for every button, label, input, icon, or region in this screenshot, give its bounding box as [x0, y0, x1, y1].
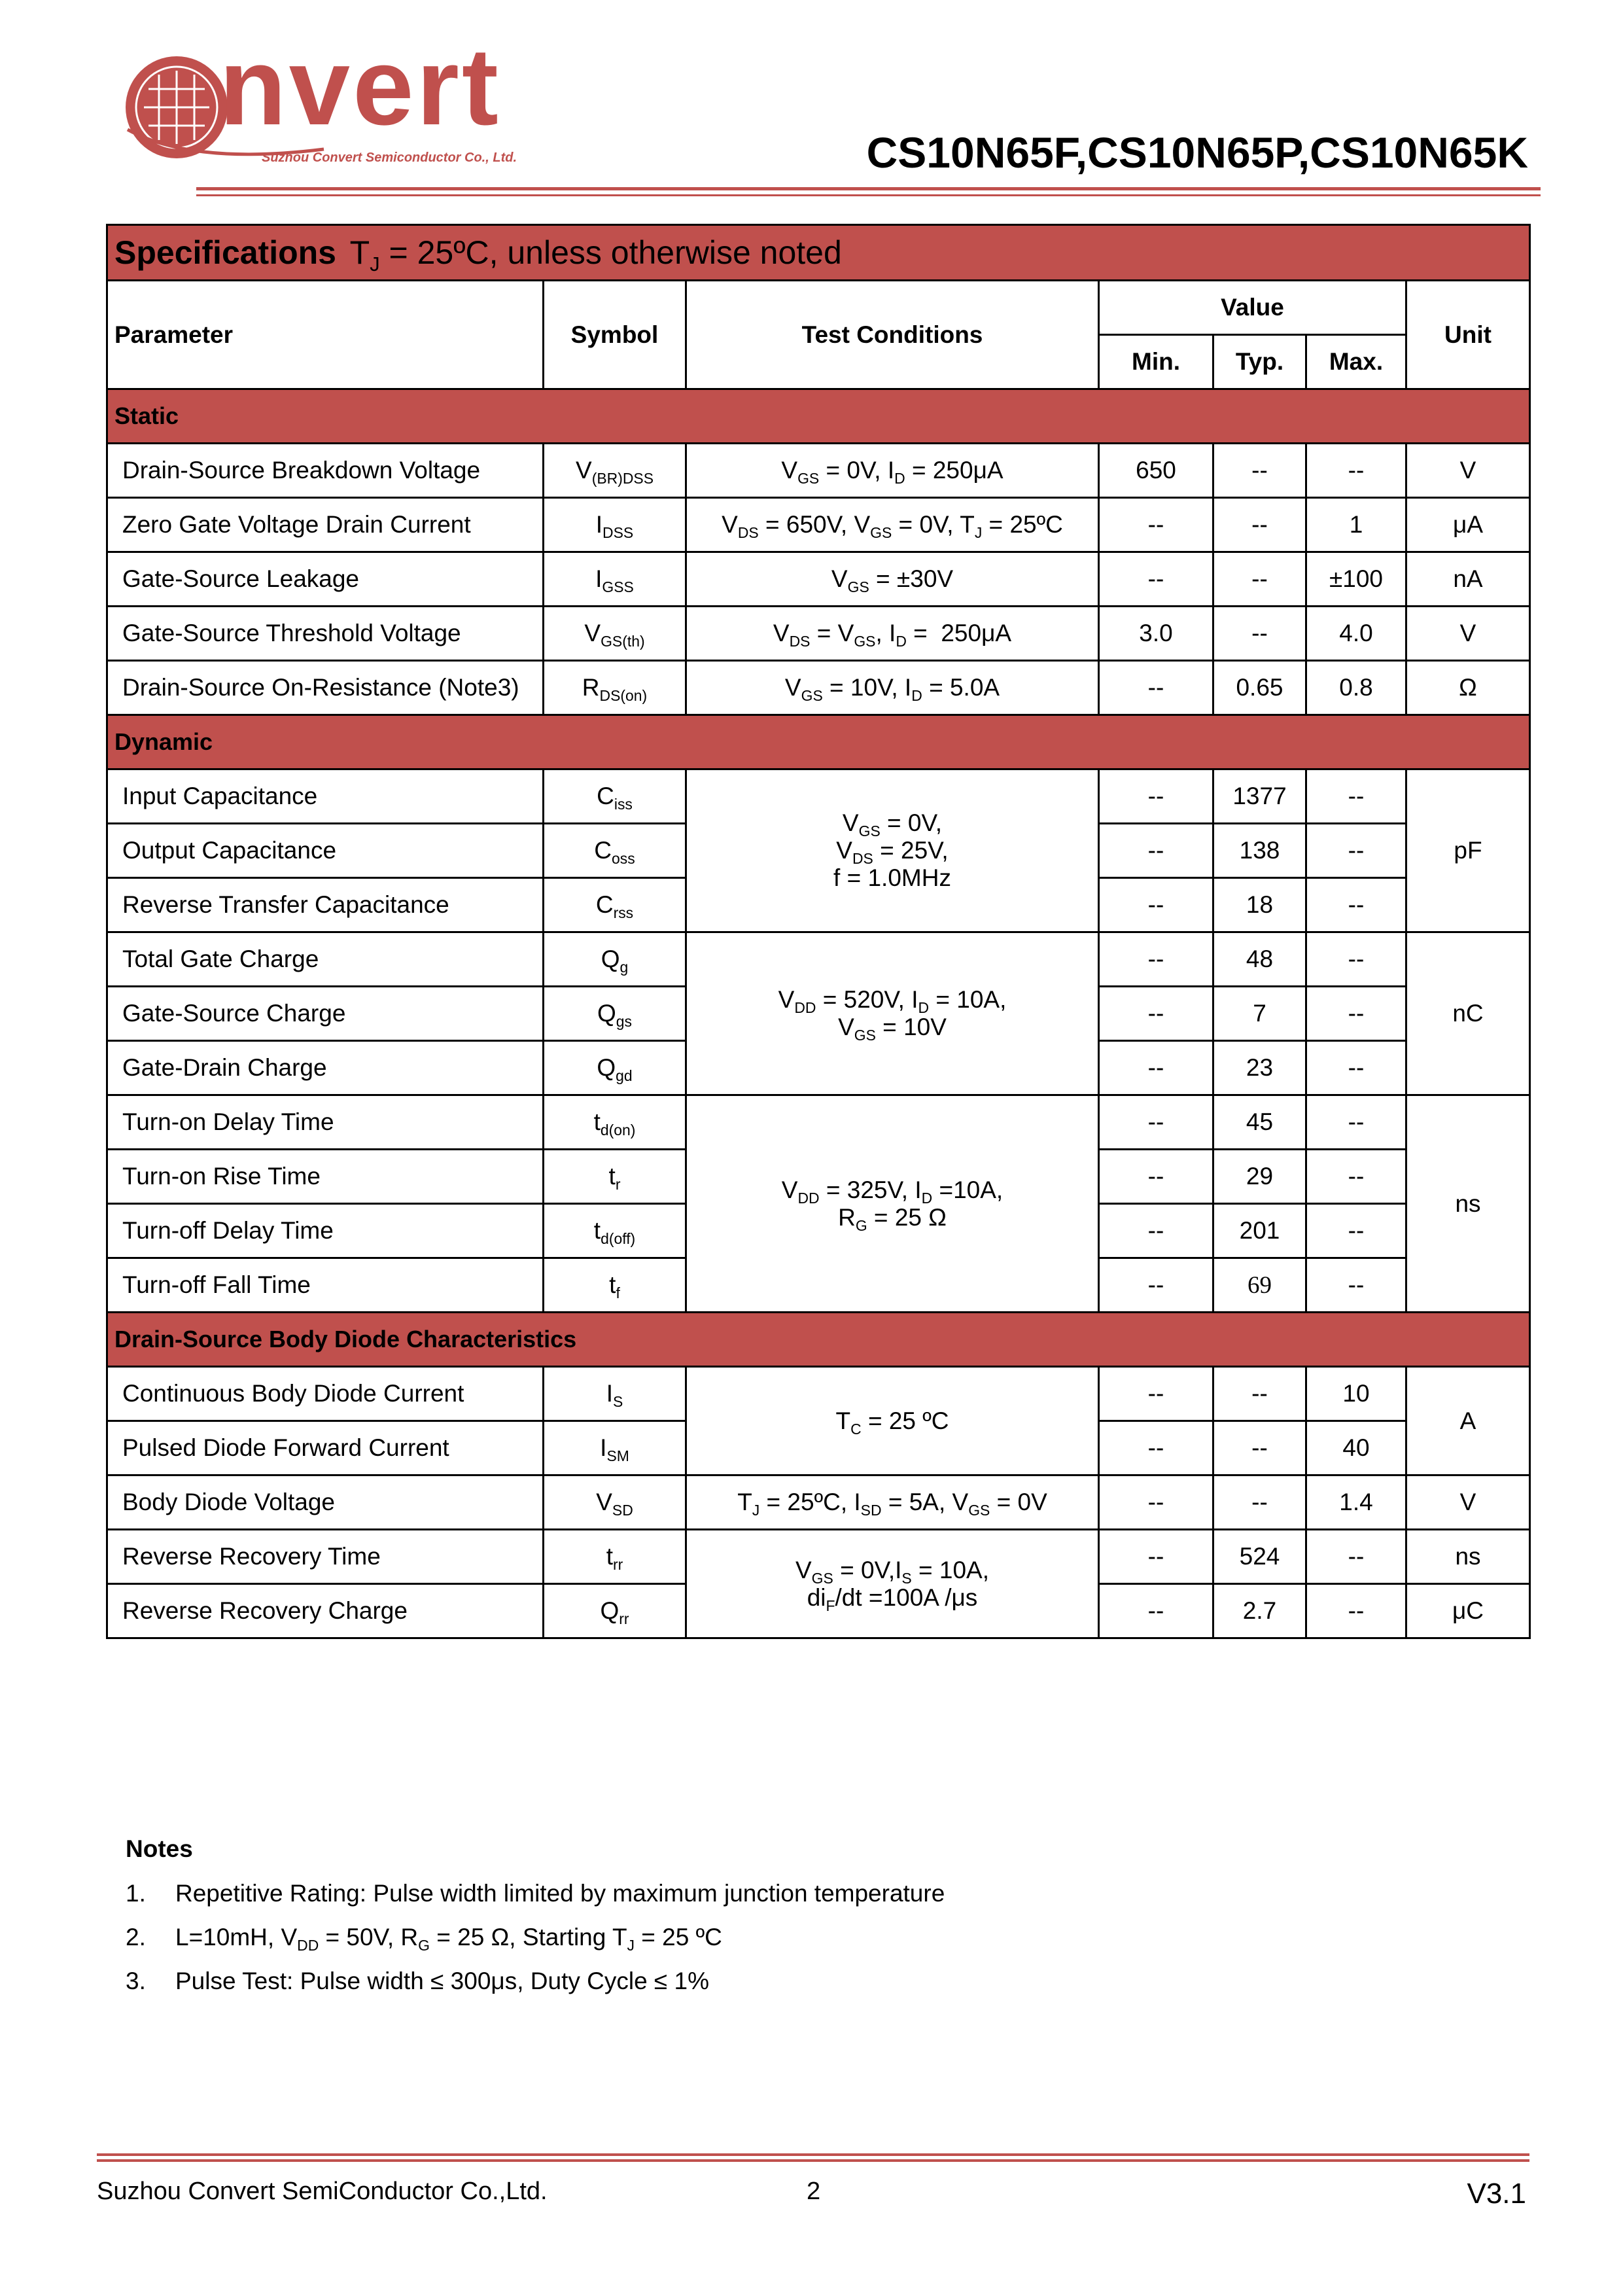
max-cell: -- [1306, 1258, 1406, 1313]
param-cell: Turn-on Rise Time [107, 1150, 544, 1204]
min-cell: 3.0 [1099, 607, 1213, 661]
spec-title: Specifications [114, 234, 336, 271]
unit-cell: V [1406, 607, 1530, 661]
max-cell: -- [1306, 1095, 1406, 1150]
typ-cell: -- [1213, 1475, 1306, 1530]
note-number: 3. [126, 1968, 146, 1994]
document-title: CS10N65F,CS10N65P,CS10N65K [866, 128, 1528, 177]
min-cell: -- [1099, 1150, 1213, 1204]
note-2 [126, 1924, 722, 1954]
typ-cell: 138 [1213, 824, 1306, 878]
conditions-cell: $V_{DD} = 520V$, $I_D = 10A$, $V_{GS} = 10V$ [686, 932, 1099, 1095]
header-symbol: Symbol [544, 281, 686, 389]
param-cell: Turn-on Delay Time [107, 1095, 544, 1150]
symbol-cell: $Q_g$ [544, 932, 686, 987]
min-cell: -- [1099, 932, 1213, 987]
max-cell: 10 [1306, 1367, 1406, 1421]
typ-cell: 48 [1213, 932, 1306, 987]
header-unit: Unit [1406, 281, 1530, 389]
note-3 [126, 1968, 709, 1995]
typ-cell: 18 [1213, 878, 1306, 932]
max-cell: -- [1306, 1584, 1406, 1638]
typ-cell: -- [1213, 1367, 1306, 1421]
header-min: Min. [1099, 335, 1213, 389]
spec-title-condition: $T_J$ = 25ºC, [349, 234, 508, 275]
section-static: Static [107, 389, 1530, 444]
symbol-cell: $t_{d(on)}$ [544, 1095, 686, 1150]
symbol-cell: $V_{(BR)DSS}$ [544, 444, 686, 498]
typ-cell: -- [1213, 1421, 1306, 1475]
max-cell: -- [1306, 878, 1406, 932]
typ-cell: 69 [1213, 1258, 1306, 1313]
symbol-cell: $R_{DS(on)}$ [544, 661, 686, 715]
symbol-cell: $I_{SM}$ [544, 1421, 686, 1475]
param-cell: Turn-off Fall Time [107, 1258, 544, 1313]
max-cell: -- [1306, 1041, 1406, 1095]
param-cell: Input Capacitance [107, 769, 544, 824]
conditions-cell: $V_{GS} = \pm 30V$ [686, 552, 1099, 607]
unit-cell: ns [1406, 1095, 1530, 1313]
conditions-cell: $V_{GS} = 0V$, $V_{DS} = 25V$, f = 1.0MHz [686, 769, 1099, 932]
typ-cell: 7 [1213, 987, 1306, 1041]
unit-cell: Ω [1406, 661, 1530, 715]
symbol-cell: $C_{rss}$ [544, 878, 686, 932]
unit-cell: μC [1406, 1584, 1530, 1638]
conditions-cell: $V_{GS} = 0V,I_S = 10A$, $di_F/dt =100A$ /μs [686, 1530, 1099, 1638]
min-cell: 650 [1099, 444, 1213, 498]
table-row [107, 1095, 1530, 1150]
note-text: Repetitive Rating: Pulse width limited by maximum junction temperature [175, 1880, 945, 1907]
max-cell: 4.0 [1306, 607, 1406, 661]
min-cell: -- [1099, 1204, 1213, 1258]
typ-cell: -- [1213, 607, 1306, 661]
param-cell: Drain-Source On-Resistance (Note3) [107, 661, 544, 715]
min-cell: -- [1099, 1041, 1213, 1095]
header-rule-bottom [196, 194, 1541, 196]
symbol-cell: $t_{rr}$ [544, 1530, 686, 1584]
spec-title-note: unless otherwise noted [507, 234, 842, 271]
param-cell: Reverse Transfer Capacitance [107, 878, 544, 932]
specifications-table [106, 224, 1531, 1639]
version-label: V3.1 [1467, 2178, 1526, 2210]
symbol-cell: $t_{d(off)}$ [544, 1204, 686, 1258]
typ-cell: -- [1213, 552, 1306, 607]
symbol-cell: $C_{oss}$ [544, 824, 686, 878]
min-cell: -- [1099, 661, 1213, 715]
max-cell: -- [1306, 444, 1406, 498]
min-cell: -- [1099, 552, 1213, 607]
table-row [107, 444, 1530, 498]
min-cell: -- [1099, 769, 1213, 824]
footer-company: Suzhou Convert SemiConductor Co.,Ltd. [97, 2178, 548, 2205]
max-cell: -- [1306, 769, 1406, 824]
max-cell: 1.4 [1306, 1475, 1406, 1530]
param-cell: Zero Gate Voltage Drain Current [107, 498, 544, 552]
typ-cell: -- [1213, 498, 1306, 552]
unit-cell: A [1406, 1367, 1530, 1475]
max-cell: ±100 [1306, 552, 1406, 607]
footer-rule-bottom [97, 2159, 1529, 2162]
typ-cell: 29 [1213, 1150, 1306, 1204]
typ-cell: 201 [1213, 1204, 1306, 1258]
unit-cell: V [1406, 1475, 1530, 1530]
table-row [107, 1475, 1530, 1530]
symbol-cell: $Q_{rr}$ [544, 1584, 686, 1638]
section-diode: Drain-Source Body Diode Characteristics [107, 1313, 1530, 1367]
conditions-cell: $T_C = 25$ ºC [686, 1367, 1099, 1475]
typ-cell: 2.7 [1213, 1584, 1306, 1638]
table-row [107, 498, 1530, 552]
symbol-cell: $V_{GS(th)}$ [544, 607, 686, 661]
typ-cell: -- [1213, 444, 1306, 498]
note-text: Pulse Test: Pulse width ≤ 300μs, Duty Cycle ≤ 1% [175, 1968, 709, 1994]
min-cell: -- [1099, 1258, 1213, 1313]
symbol-cell: $I_S$ [544, 1367, 686, 1421]
header-rule-top [196, 187, 1541, 190]
param-cell: Gate-Source Charge [107, 987, 544, 1041]
note-1 [126, 1880, 945, 1907]
conditions-cell: $V_{GS} = 0V$, $I_D = 250\mu A$ [686, 444, 1099, 498]
min-cell: -- [1099, 498, 1213, 552]
typ-cell: 0.65 [1213, 661, 1306, 715]
page-number: 2 [807, 2178, 821, 2205]
param-cell: Continuous Body Diode Current [107, 1367, 544, 1421]
note-number: 2. [126, 1924, 146, 1951]
param-cell: Drain-Source Breakdown Voltage [107, 444, 544, 498]
unit-cell: μA [1406, 498, 1530, 552]
header-parameter: Parameter [107, 281, 544, 389]
max-cell: -- [1306, 1204, 1406, 1258]
max-cell: -- [1306, 987, 1406, 1041]
max-cell: -- [1306, 1150, 1406, 1204]
symbol-cell: $V_{SD}$ [544, 1475, 686, 1530]
param-cell: Turn-off Delay Time [107, 1204, 544, 1258]
table-row [107, 607, 1530, 661]
conditions-cell: $V_{DS} = V_{GS}$, $I_D = 250\mu A$ [686, 607, 1099, 661]
min-cell: -- [1099, 1584, 1213, 1638]
header-test-conditions: Test Conditions [686, 281, 1099, 389]
table-row [107, 769, 1530, 824]
section-dynamic: Dynamic [107, 715, 1530, 769]
min-cell: -- [1099, 824, 1213, 878]
min-cell: -- [1099, 878, 1213, 932]
symbol-cell: $Q_{gs}$ [544, 987, 686, 1041]
param-cell: Output Capacitance [107, 824, 544, 878]
param-cell: Pulsed Diode Forward Current [107, 1421, 544, 1475]
header-typ: Typ. [1213, 335, 1306, 389]
min-cell: -- [1099, 1095, 1213, 1150]
min-cell: -- [1099, 1475, 1213, 1530]
unit-cell: V [1406, 444, 1530, 498]
typ-cell: 23 [1213, 1041, 1306, 1095]
symbol-cell: $I_{GSS}$ [544, 552, 686, 607]
max-cell: -- [1306, 1530, 1406, 1584]
symbol-cell: $t_r$ [544, 1150, 686, 1204]
table-row [107, 1530, 1530, 1584]
param-cell: Reverse Recovery Time [107, 1530, 544, 1584]
param-cell: Gate-Source Threshold Voltage [107, 607, 544, 661]
symbol-cell: $I_{DSS}$ [544, 498, 686, 552]
symbol-cell: $Q_{gd}$ [544, 1041, 686, 1095]
max-cell: 40 [1306, 1421, 1406, 1475]
typ-cell: 1377 [1213, 769, 1306, 824]
unit-cell: nC [1406, 932, 1530, 1095]
table-row [107, 932, 1530, 987]
table-row [107, 1367, 1530, 1421]
notes-title: Notes [126, 1835, 193, 1862]
conditions-cell: $V_{DS} = 650V$, $V_{GS} = 0V$, $T_J$ = 25ºC [686, 498, 1099, 552]
param-cell: Body Diode Voltage [107, 1475, 544, 1530]
typ-cell: 524 [1213, 1530, 1306, 1584]
unit-cell: nA [1406, 552, 1530, 607]
logo-subtitle: Suzhou Convert Semiconductor Co., Ltd. [262, 150, 517, 165]
symbol-cell: $t_f$ [544, 1258, 686, 1313]
max-cell: 0.8 [1306, 661, 1406, 715]
max-cell: -- [1306, 932, 1406, 987]
table-row [107, 661, 1530, 715]
max-cell: 1 [1306, 498, 1406, 552]
param-cell: Reverse Recovery Charge [107, 1584, 544, 1638]
logo-wordmark: nvert [219, 25, 501, 148]
table-row [107, 552, 1530, 607]
min-cell: -- [1099, 1367, 1213, 1421]
param-cell: Gate-Source Leakage [107, 552, 544, 607]
min-cell: -- [1099, 1530, 1213, 1584]
note-number: 1. [126, 1880, 146, 1907]
typ-cell: 45 [1213, 1095, 1306, 1150]
conditions-cell: $V_{GS} = 10V$, $I_D = 5.0A$ [686, 661, 1099, 715]
param-cell: Gate-Drain Charge [107, 1041, 544, 1095]
unit-cell: pF [1406, 769, 1530, 932]
min-cell: -- [1099, 1421, 1213, 1475]
spec-title-cell [107, 225, 1530, 281]
header-value: Value [1099, 281, 1406, 335]
header-max: Max. [1306, 335, 1406, 389]
unit-cell: ns [1406, 1530, 1530, 1584]
note-text: L=10mH, $V_{DD} = 50V$, $R_G = 25$ Ω, Starting $T_J = 25$ ºC [175, 1924, 722, 1954]
max-cell: -- [1306, 824, 1406, 878]
symbol-cell: $C_{iss}$ [544, 769, 686, 824]
param-cell: Total Gate Charge [107, 932, 544, 987]
conditions-cell: $V_{DD} = 325V$, $I_D =10A$, $R_G = 25$ Ω [686, 1095, 1099, 1313]
footer-rule-top [97, 2153, 1529, 2156]
min-cell: -- [1099, 987, 1213, 1041]
conditions-cell: $T_J$ = 25ºC, $I_{SD} = 5A$, $V_{GS} = 0V$ [686, 1475, 1099, 1530]
